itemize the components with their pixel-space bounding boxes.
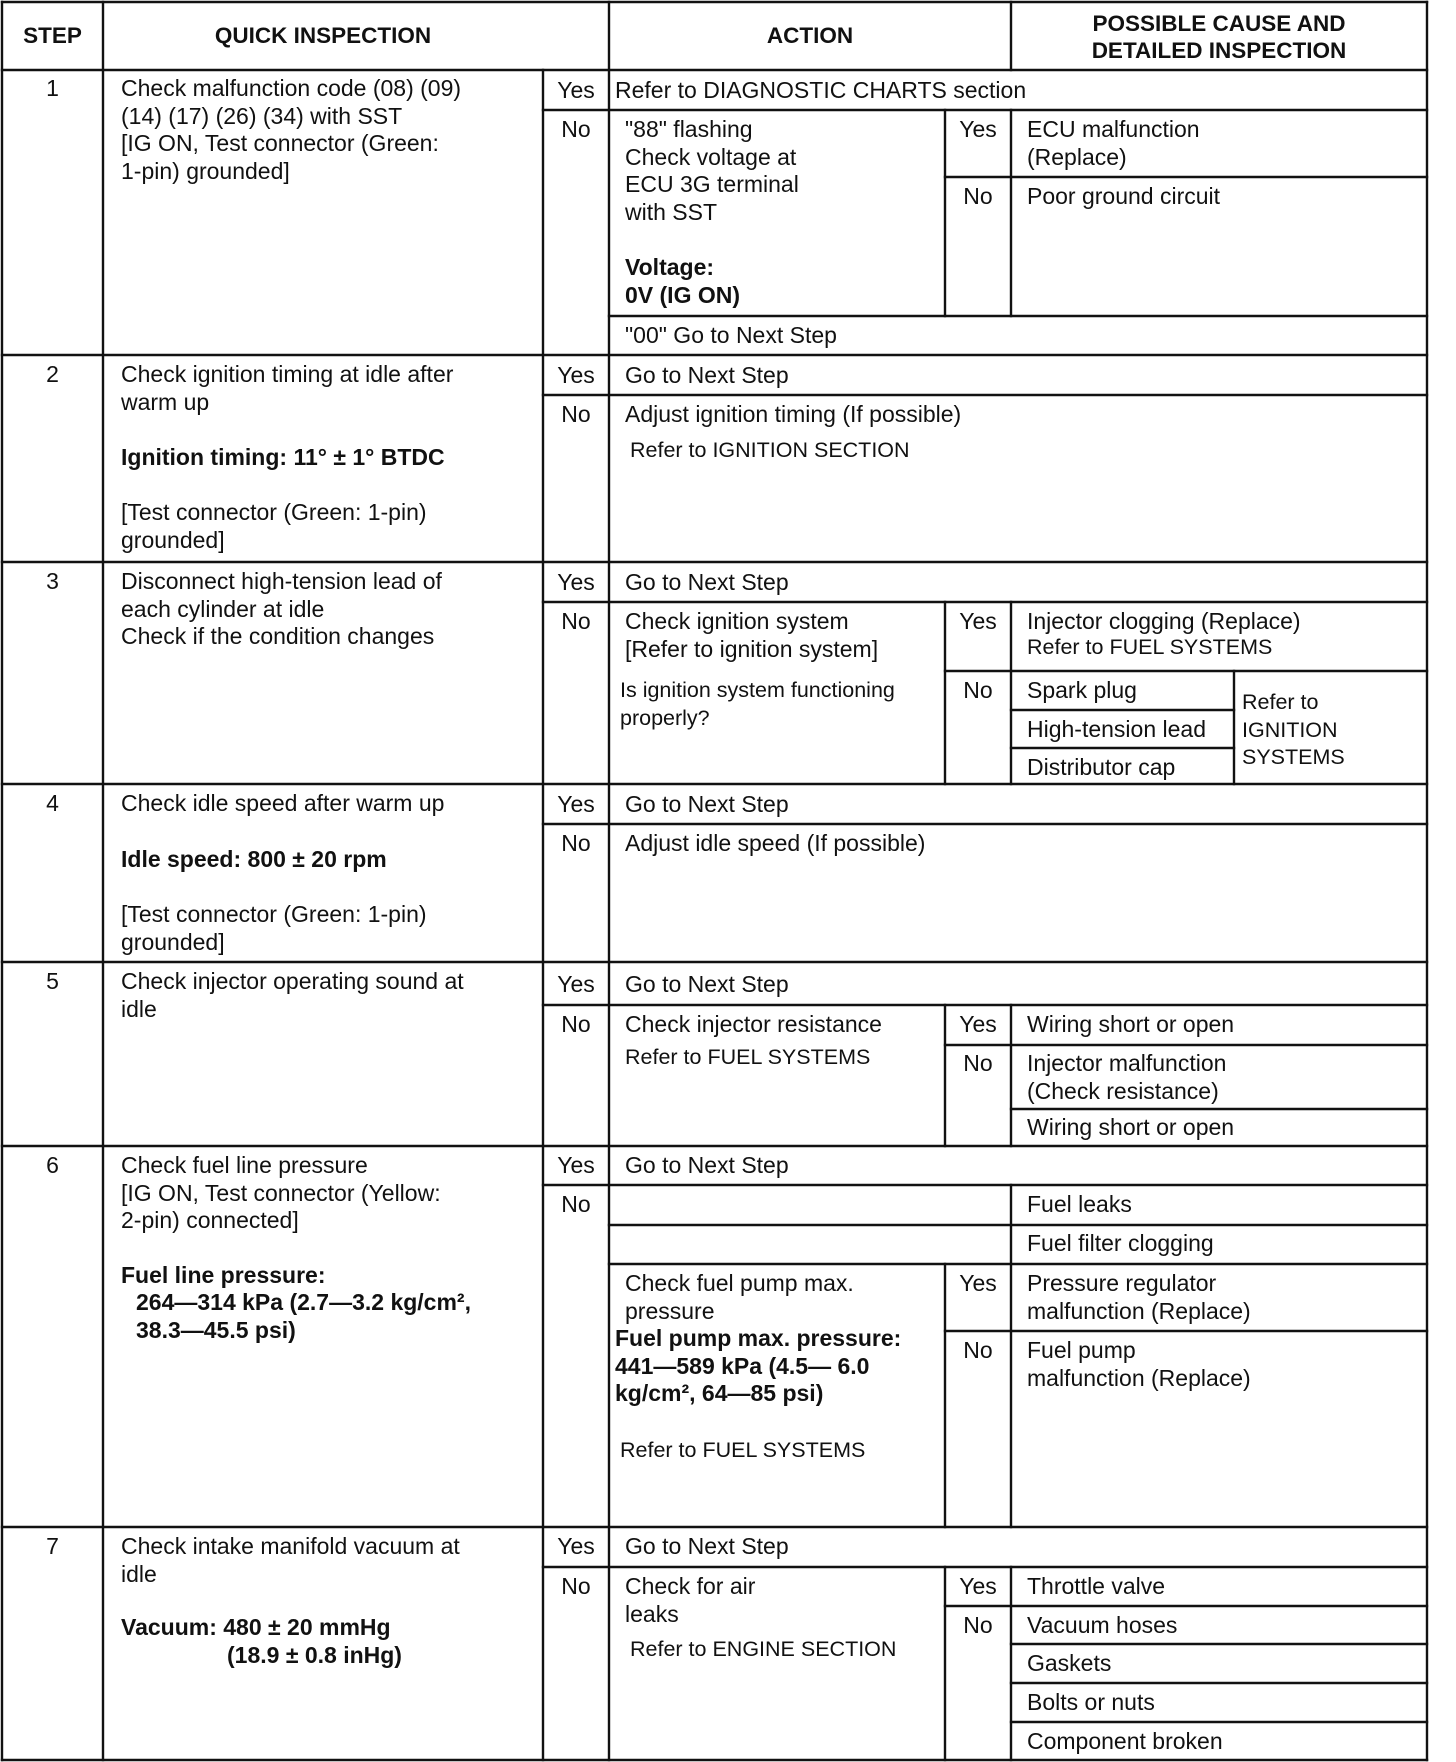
no-label: No [561,1191,591,1217]
no-label: No [561,1011,591,1037]
sub-no-label: No [963,1337,993,1363]
yes-action: Go to Next Step [625,791,789,817]
step-number: 6 [46,1152,59,1178]
sub-yes-cause: Throttle valve [1027,1573,1166,1599]
no-label: No [561,1573,591,1599]
step-number: 7 [46,1533,59,1559]
no-label: No [561,608,591,634]
voltage-spec: Voltage: 0V (IG ON) [625,254,741,308]
step-number: 5 [46,968,59,994]
quick-inspection: Check injector operating sound at idle [121,968,464,1022]
test-connector-note: [Test connector (Green: 1-pin) grounded] [121,499,427,553]
cause-item: Injector malfunction (Check resistance) [1027,1050,1227,1104]
cause-item: Wiring short or open [1027,1114,1235,1140]
yes-label: Yes [557,77,595,103]
no-label: No [561,116,591,142]
no-action: Check injector resistance [625,1011,882,1037]
step-number: 1 [46,75,59,101]
sub-no-label: No [963,183,993,209]
fuel-pump-action: Check fuel pump max. pressure [625,1270,854,1324]
yes-action: Go to Next Step [625,1533,789,1559]
idle-speed-spec: Idle speed: 800 ± 20 rpm [121,846,387,872]
quick-inspection: Check malfunction code (08) (09) (14) (17) (26) (34) with SST [IG ON, Test connector (Green: 1-pin) grounded] [121,75,462,184]
cause-item: Distributor cap [1027,754,1176,780]
yes-label: Yes [557,362,595,388]
fuel-pump-reference: Refer to FUEL SYSTEMS [620,1438,866,1462]
sub-no-label: No [963,677,993,703]
yes-label: Yes [557,569,595,595]
sub-yes-label: Yes [959,1573,997,1599]
yes-action: Go to Next Step [625,971,789,997]
quick-inspection: Disconnect high-tension lead of each cylinder at idle Check if the condition changes [121,568,442,649]
quick-inspection: Check ignition timing at idle after warm up [121,361,454,415]
header-step: STEP [23,23,82,48]
sub-no-label: No [963,1050,993,1076]
header-possible-cause: POSSIBLE CAUSE AND DETAILED INSPECTION [1091,11,1347,63]
header-action: ACTION [766,23,854,48]
sub-yes-cause: Pressure regulator malfunction (Replace) [1027,1270,1251,1324]
step-number: 3 [46,568,59,594]
sub-yes-label: Yes [959,608,997,634]
no-action: Check ignition system [Refer to ignition system] [625,608,879,662]
no-label: No [561,401,591,427]
quick-inspection: Check idle speed after warm up [121,790,445,816]
test-connector-note: [Test connector (Green: 1-pin) grounded] [121,901,427,955]
ignition-timing-spec: Ignition timing: 11° ± 1° BTDC [121,444,445,470]
vacuum-spec: Vacuum: 480 ± 20 mmHg (18.9 ± 0.8 inHg) [121,1614,402,1668]
yes-action: Go to Next Step [625,362,789,388]
cause-item: Fuel filter clogging [1027,1230,1214,1256]
sub-no-cause: Poor ground circuit [1027,183,1221,209]
cause-item: Bolts or nuts [1027,1689,1155,1715]
yes-label: Yes [557,791,595,817]
vacuum-spec-line1 [121,1614,536,1669]
step-number: 4 [46,790,59,816]
sub-yes-label: Yes [959,1011,997,1037]
no-action: Check for air leaks [625,1573,756,1627]
sub-no-cause: Fuel pump malfunction (Replace) [1027,1337,1251,1391]
no-reference: Refer to IGNITION SECTION [630,438,910,462]
fuel-line-pressure-value: 264—314 kPa (2.7—3.2 kg/cm², 38.3—45.5 psi) [136,1289,471,1343]
sub-yes-label: Yes [959,116,997,142]
yes-action: Refer to DIAGNOSTIC CHARTS section [615,77,1027,103]
ignition-systems-reference: Refer to IGNITION SYSTEMS [1242,690,1345,769]
sub-no-label: No [963,1612,993,1638]
cause-item: Component broken [1027,1728,1223,1754]
no-reference: Refer to ENGINE SECTION [630,1637,897,1661]
no-label: No [561,830,591,856]
fuel-pump-spec: Fuel pump max. pressure: 441—589 kPa (4.5— 6.0 kg/cm², 64—85 psi) [615,1325,902,1406]
quick-inspection: Check fuel line pressure [IG ON, Test connector (Yellow: 2-pin) connected] [121,1152,441,1233]
fuel-line-pressure-label: Fuel line pressure: [121,1262,326,1288]
cause-item: Vacuum hoses [1027,1612,1178,1638]
cause-item: Fuel leaks [1027,1191,1132,1217]
sub-yes-cause: Injector clogging (Replace) [1027,608,1301,634]
alt-action: "00" Go to Next Step [625,322,837,348]
yes-label: Yes [557,1152,595,1178]
yes-action: Go to Next Step [625,1152,789,1178]
yes-label: Yes [557,1533,595,1559]
no-action: Adjust ignition timing (If possible) [625,401,962,427]
sub-yes-cause: ECU malfunction (Replace) [1027,116,1200,170]
cause-item: High-tension lead [1027,716,1207,742]
sub-yes-reference: Refer to FUEL SYSTEMS [1027,635,1273,659]
ignition-question: Is ignition system functioning properly? [620,678,895,730]
no-reference: Refer to FUEL SYSTEMS [625,1045,871,1069]
sub-yes-cause: Wiring short or open [1027,1011,1235,1037]
yes-action: Go to Next Step [625,569,789,595]
step-number: 2 [46,361,59,387]
no-action: Adjust idle speed (If possible) [625,830,926,856]
header-quick-inspection: QUICK INSPECTION [214,23,432,48]
yes-label: Yes [557,971,595,997]
cause-item: Gaskets [1027,1650,1112,1676]
cause-item: Spark plug [1027,677,1137,703]
quick-inspection: Check intake manifold vacuum at idle [121,1533,460,1587]
no-action: "88" flashing Check voltage at ECU 3G terminal with SST [625,116,799,225]
sub-yes-label: Yes [959,1270,997,1296]
